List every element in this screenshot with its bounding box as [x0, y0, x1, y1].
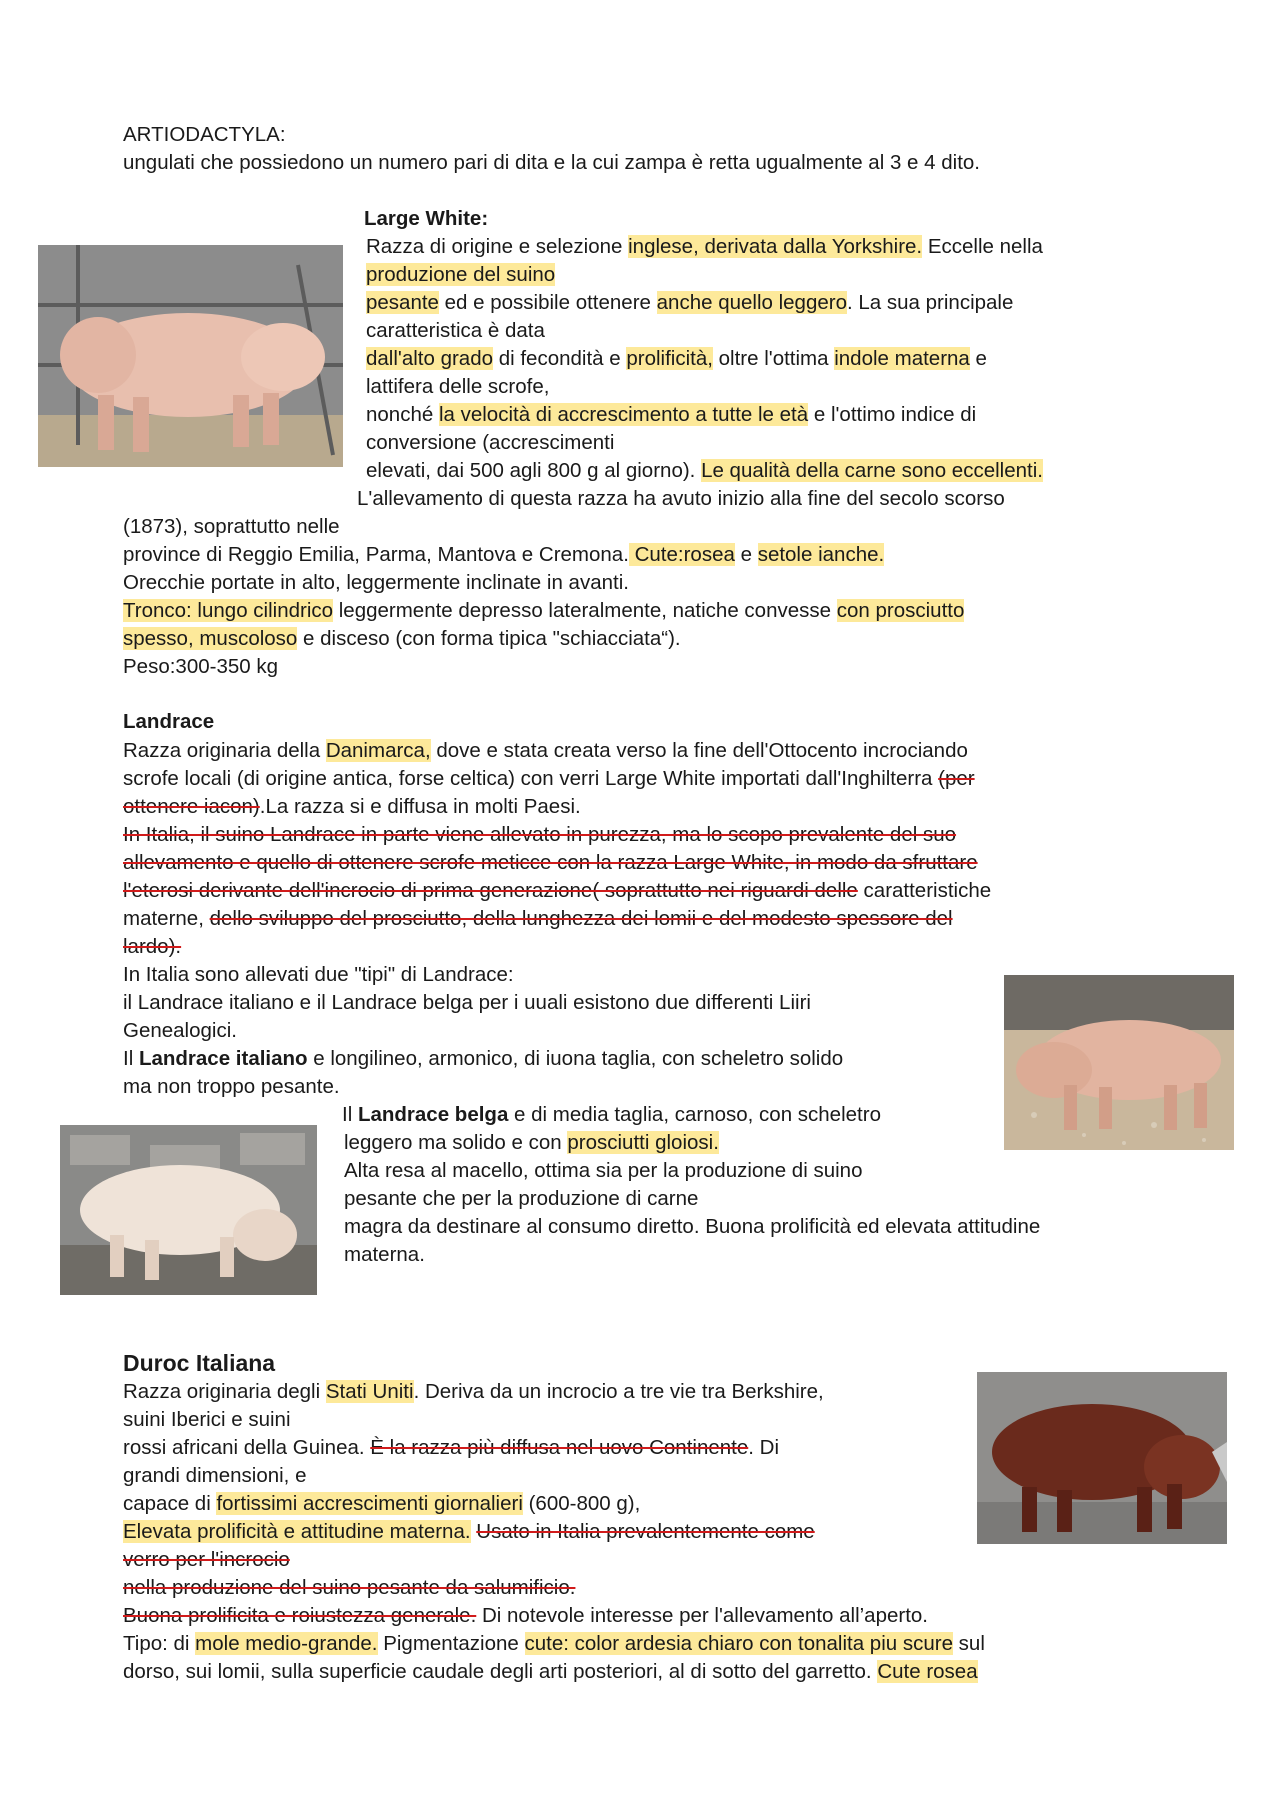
text-line [123, 989, 811, 1017]
text-segment: e di media taglia, carnoso, con scheletro [508, 1103, 881, 1126]
highlighted-text: Tronco: lungo cilindrico [123, 599, 334, 622]
text-segment: oltre l'ottima [712, 347, 835, 370]
text-segment: scrofe locali (di origine antica, forse celtica) con verri Large White importati dall'Inghilterra [123, 767, 939, 790]
highlighted-text: con prosciutto [836, 599, 965, 622]
text-segment: Pigmentazione [377, 1632, 525, 1655]
text-segment: (1873), soprattutto nelle [123, 515, 340, 538]
text-segment: Alta resa al macello, ottima sia per la produzione di suino [344, 1159, 863, 1182]
text-line [366, 457, 1043, 485]
text-segment: lattifera delle scrofe, [366, 375, 550, 398]
landrace-title: Landrace [123, 710, 215, 733]
large-white-photo [38, 245, 343, 467]
struck-text: Usato in Italia prevalentemente come [476, 1520, 815, 1543]
text-line [123, 1546, 290, 1574]
text-line [123, 653, 278, 681]
highlighted-text: la velocità di accrescimento a tutte le età [438, 403, 809, 426]
text-segment: . Deriva da un incrocio a tre vie tra Berkshire, [413, 1380, 824, 1403]
text-segment: suini Iberici e suini [123, 1408, 291, 1431]
text-segment: conversione (accrescimenti [366, 431, 615, 454]
text-segment: il Landrace italiano e il Landrace belga per i uuali esistono due differenti Liiri [123, 991, 811, 1014]
highlighted-text: Stati Uniti [325, 1380, 414, 1403]
text-segment: leggermente depresso lateralmente, natiche convesse [333, 599, 837, 622]
text-segment: dorso, sui lomii, sulla superficie caudale degli arti posteriori, al di sotto del garretto. [123, 1660, 878, 1683]
highlighted-text: produzione del suino [366, 263, 556, 286]
text-line [344, 1241, 425, 1269]
struck-text: Buona prolificita e roiustezza generale. [123, 1604, 477, 1627]
text-segment: caratteristica è data [366, 319, 545, 342]
text-segment: capace di [123, 1492, 217, 1515]
text-line [123, 1490, 640, 1518]
text-line [123, 1658, 978, 1686]
text-line [344, 1129, 719, 1157]
text-segment: province di Reggio Emilia, Parma, Mantova e Cremona. [123, 543, 629, 566]
text-segment: Orecchie portate in alto, leggermente inclinate in avanti. [123, 571, 629, 594]
text-segment: Landrace belga [357, 1103, 509, 1126]
highlighted-text: mole medio-grande. [195, 1632, 378, 1655]
struck-text: allevamento e quello di ottenere scrofe meticce con la razza Large White, in modo da sfruttare [123, 851, 978, 874]
text-segment: e longilineo, armonico, di iuona taglia, con scheletro solido [307, 1047, 844, 1070]
text-line [123, 597, 964, 625]
highlighted-text: indole materna [834, 347, 970, 370]
text-line [366, 429, 614, 457]
text-line [344, 1185, 698, 1213]
struck-text: In Italia, il suino Landrace in parte viene allevato in purezza, ma lo scopo prevalente del suo [123, 823, 957, 846]
struck-text: È la razza più diffusa nel uovo Continente [370, 1436, 749, 1459]
text-segment: Genealogici. [123, 1019, 237, 1042]
highlighted-text: spesso, muscoloso [123, 627, 298, 650]
text-line [123, 1602, 928, 1630]
text-line [123, 905, 953, 933]
struck-text: l'eterosi derivante dell'incrocio di prima generazione( soprattutto nei riguardi delle [123, 879, 858, 902]
text-line [123, 793, 581, 821]
struck-text: lardo). [123, 935, 182, 958]
text-segment: ed e possibile ottenere [438, 291, 657, 314]
highlighted-text: anche quello leggero [656, 291, 847, 314]
text-segment: In Italia sono allevati due "tipi" di Landrace: [123, 963, 514, 986]
text-line [344, 1157, 862, 1185]
text-line [342, 1101, 881, 1129]
highlighted-text: prosciutti gloiosi. [567, 1131, 719, 1154]
highlighted-text: dall'alto grado [366, 347, 494, 370]
highlighted-text: Elevata prolificità e attitudine materna. [123, 1520, 471, 1543]
text-line [366, 345, 987, 373]
text-segment: Razza di origine e selezione [366, 235, 629, 258]
text-line [344, 1213, 1040, 1241]
text-segment: nonché [366, 403, 439, 426]
text-segment: e disceso (con forma tipica "schiacciata“). [297, 627, 681, 650]
text-line [357, 485, 1005, 513]
text-line [123, 1045, 843, 1073]
text-segment: e [734, 543, 758, 566]
text-line [123, 849, 978, 877]
text-segment: elevati, dai 500 agli 800 g al giorno). [366, 459, 702, 482]
text-segment: . La sua principale [847, 291, 1014, 314]
highlighted-text: Cute:rosea [628, 543, 735, 566]
text-segment: e [969, 347, 987, 370]
text-line [123, 877, 991, 905]
text-segment: Razza originaria della [123, 739, 326, 762]
large-white-title: Large White: [364, 207, 489, 230]
text-segment: caratteristiche [857, 879, 992, 902]
duroc-photo [977, 1372, 1227, 1544]
struck-text: (per [938, 767, 975, 790]
landrace-belga-photo [60, 1125, 317, 1295]
highlighted-text: Danimarca, [325, 739, 431, 762]
intro-text: ungulati che possiedono un numero pari di dita e la cui zampa è retta ugualmente al 3 e 4 dito. [123, 151, 980, 174]
text-segment: L'allevamento di questa razza ha avuto inizio alla fine del secolo scorso [357, 487, 1005, 510]
text-segment: pesante che per la produzione di carne [344, 1187, 699, 1210]
text-line [123, 513, 340, 541]
text-segment: Il [123, 1047, 139, 1070]
text-line [123, 1378, 824, 1406]
struck-text: verro per l'incrocio [123, 1548, 290, 1571]
text-segment: Landrace italiano [138, 1047, 308, 1070]
text-segment: materne, [123, 907, 210, 930]
struck-text: nella produzione del suino pesante da salumificio. [123, 1576, 576, 1599]
text-line [123, 1518, 815, 1546]
text-line [123, 821, 956, 849]
text-segment: rossi africani della Guinea. [123, 1436, 371, 1459]
text-segment: Tipo: di [123, 1632, 196, 1655]
text-segment: leggero ma solido e con [344, 1131, 568, 1154]
text-segment: . Di [748, 1436, 779, 1459]
struck-text: ottenere iacon) [123, 795, 260, 818]
text-segment: magra da destinare al consumo diretto. Buona prolificità ed elevata attitudine [344, 1215, 1041, 1238]
text-line [123, 1434, 779, 1462]
text-line [123, 737, 968, 765]
text-line [123, 569, 629, 597]
text-segment: Il [342, 1103, 358, 1126]
text-line [366, 233, 1043, 261]
text-segment: e l'ottimo indice di [808, 403, 977, 426]
text-segment: Peso:300-350 kg [123, 655, 279, 678]
text-line [123, 1073, 340, 1101]
text-line [123, 625, 681, 653]
text-segment: .La razza si e diffusa in molti Paesi. [259, 795, 581, 818]
highlighted-text: pesante [366, 291, 439, 314]
text-segment: sul [952, 1632, 985, 1655]
text-line [123, 1630, 985, 1658]
text-segment: materna. [344, 1243, 425, 1266]
landrace-italiano-photo [1004, 975, 1234, 1150]
highlighted-text: fortissimi accrescimenti giornalieri [216, 1492, 523, 1515]
text-line [123, 765, 975, 793]
text-segment: dove e stata creata verso la fine dell'Ottocento incrociando [430, 739, 968, 762]
text-line [366, 373, 549, 401]
highlighted-text: cute: color ardesia chiaro con tonalita piu scure [524, 1632, 953, 1655]
text-line [123, 1574, 575, 1602]
text-segment: Eccelle nella [922, 235, 1043, 258]
text-line [123, 961, 514, 989]
text-line [123, 933, 181, 961]
text-line [366, 401, 976, 429]
highlighted-text: Cute rosea [877, 1660, 978, 1683]
struck-text: dello sviluppo del prosciutto, della lunghezza dei lomii e del modesto spessore del [209, 907, 953, 930]
highlighted-text: prolificità, [626, 347, 713, 370]
text-line [123, 1406, 291, 1434]
duroc-title: Duroc Italiana [123, 1350, 276, 1376]
text-segment: grandi dimensioni, e [123, 1464, 307, 1487]
text-line [123, 1017, 237, 1045]
text-line [123, 541, 884, 569]
text-line [123, 1462, 306, 1490]
page-heading: ARTIODACTYLA: [123, 123, 286, 146]
highlighted-text: setole ianche. [757, 543, 885, 566]
text-line [366, 317, 545, 345]
text-line [366, 289, 1013, 317]
text-line [366, 261, 555, 289]
text-segment: Razza originaria degli [123, 1380, 326, 1403]
text-segment: ma non troppo pesante. [123, 1075, 340, 1098]
text-segment: (600-800 g), [522, 1492, 641, 1515]
text-segment: di fecondità e [493, 347, 627, 370]
text-segment: Di notevole interesse per l'allevamento all’aperto. [476, 1604, 929, 1627]
highlighted-text: inglese, derivata dalla Yorkshire. [628, 235, 923, 258]
highlighted-text: Le qualità della carne sono eccellenti. [701, 459, 1043, 482]
